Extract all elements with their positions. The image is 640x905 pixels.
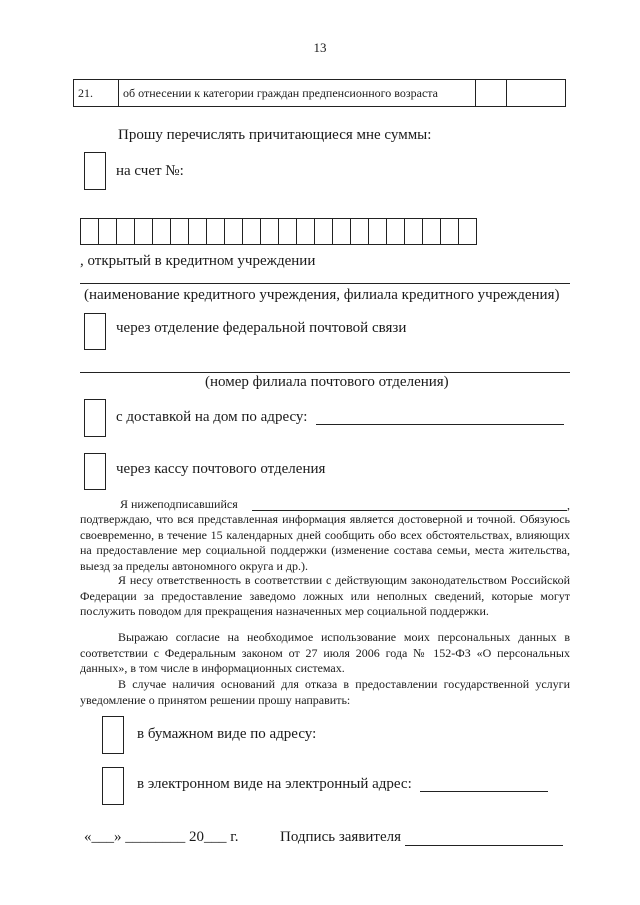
request-text: Прошу перечислять причитающиеся мне суммы: — [118, 127, 432, 143]
email-notice-label: в электронном виде на электронный адрес: — [137, 776, 412, 792]
date-field[interactable]: «___» ________ 20___ г. — [84, 829, 239, 845]
digit-cell[interactable] — [458, 218, 477, 245]
digit-cell[interactable] — [404, 218, 423, 245]
digit-cell[interactable] — [188, 218, 207, 245]
bank-caption: (наименование кредитного учреждения, филиала кредитного учреждения) — [84, 287, 560, 303]
digit-cell[interactable] — [296, 218, 315, 245]
digit-cell[interactable] — [206, 218, 225, 245]
digit-cell[interactable] — [224, 218, 243, 245]
post-cash-checkbox[interactable] — [84, 453, 106, 490]
account-checkbox[interactable] — [84, 152, 106, 190]
account-label: на счет №: — [116, 163, 184, 179]
signature-line[interactable] — [405, 845, 563, 846]
digit-cell[interactable] — [332, 218, 351, 245]
digit-cell[interactable] — [368, 218, 387, 245]
row-text: об отнесении к категории граждан предпенсионного возраста — [119, 80, 476, 107]
bank-name-line[interactable] — [80, 283, 570, 284]
post-caption: (номер филиала почтового отделения) — [205, 374, 449, 390]
email-address-line[interactable] — [420, 791, 548, 792]
home-delivery-label: с доставкой на дом по адресу: — [116, 409, 308, 425]
post-branch-line[interactable] — [80, 372, 570, 373]
digit-cell[interactable] — [386, 218, 405, 245]
post-office-checkbox[interactable] — [84, 313, 106, 350]
digit-cell[interactable] — [422, 218, 441, 245]
digit-cell[interactable] — [152, 218, 171, 245]
declaration-paragraph-4: В случае наличия оснований для отказа в предоставлении государственной услуги уведомление о принятом решении прошу направить: — [80, 677, 570, 707]
declaration-lead: Я нижеподписавшийся — [120, 497, 238, 511]
paper-notice-label: в бумажном виде по адресу: — [137, 726, 317, 742]
row-empty-cell — [507, 80, 566, 107]
email-notice-checkbox[interactable] — [102, 767, 124, 805]
home-delivery-checkbox[interactable] — [84, 399, 106, 437]
digit-cell[interactable] — [134, 218, 153, 245]
digit-cell[interactable] — [170, 218, 189, 245]
post-office-label: через отделение федеральной почтовой связи — [116, 320, 407, 336]
post-cash-label: через кассу почтового отделения — [116, 461, 326, 477]
digit-cell[interactable] — [440, 218, 459, 245]
row-number: 21. — [74, 80, 119, 107]
declaration-paragraph-2: Я несу ответственность в соответствии с действующим законодательством Российской Федерации за предоставление заведомо ложных или неполных сведений, которые могут послужить поводом для прекращения назначенных мер социальной поддержки. — [80, 573, 570, 618]
digit-cell[interactable] — [314, 218, 333, 245]
lead-comma: , — [567, 498, 570, 512]
digit-cell[interactable] — [80, 218, 99, 245]
home-address-line[interactable] — [316, 424, 564, 425]
digit-cell[interactable] — [350, 218, 369, 245]
page-number: 13 — [313, 40, 327, 55]
opened-in-label: , открытый в кредитном учреждении — [80, 253, 316, 269]
row-checkbox-cell[interactable] — [476, 80, 507, 107]
declaration-paragraph-1: подтверждаю, что вся представленная информация является достоверной и точной. Обязуюсь своевременно, в течение 15 календарных дней сообщить обо всех обстоятельствах, влияющих на предоставление мер социальной поддержки (изменение состава семьи, места жительства, выезд за пределы автономного округа и др.). — [80, 512, 570, 573]
declarant-name-line[interactable] — [252, 510, 567, 511]
declaration-paragraph-3: Выражаю согласие на необходимое использование моих персональных данных в соответствии с Федеральным законом от 27 июля 2006 года № 152-ФЗ «О персональных данных», в том числе в информационных системах. — [80, 630, 570, 675]
digit-cell[interactable] — [98, 218, 117, 245]
table-row-21 — [73, 79, 566, 107]
account-number-cells[interactable] — [81, 218, 477, 245]
paper-notice-checkbox[interactable] — [102, 716, 124, 754]
digit-cell[interactable] — [260, 218, 279, 245]
digit-cell[interactable] — [116, 218, 135, 245]
digit-cell[interactable] — [242, 218, 261, 245]
signature-label: Подпись заявителя — [280, 829, 402, 845]
digit-cell[interactable] — [278, 218, 297, 245]
